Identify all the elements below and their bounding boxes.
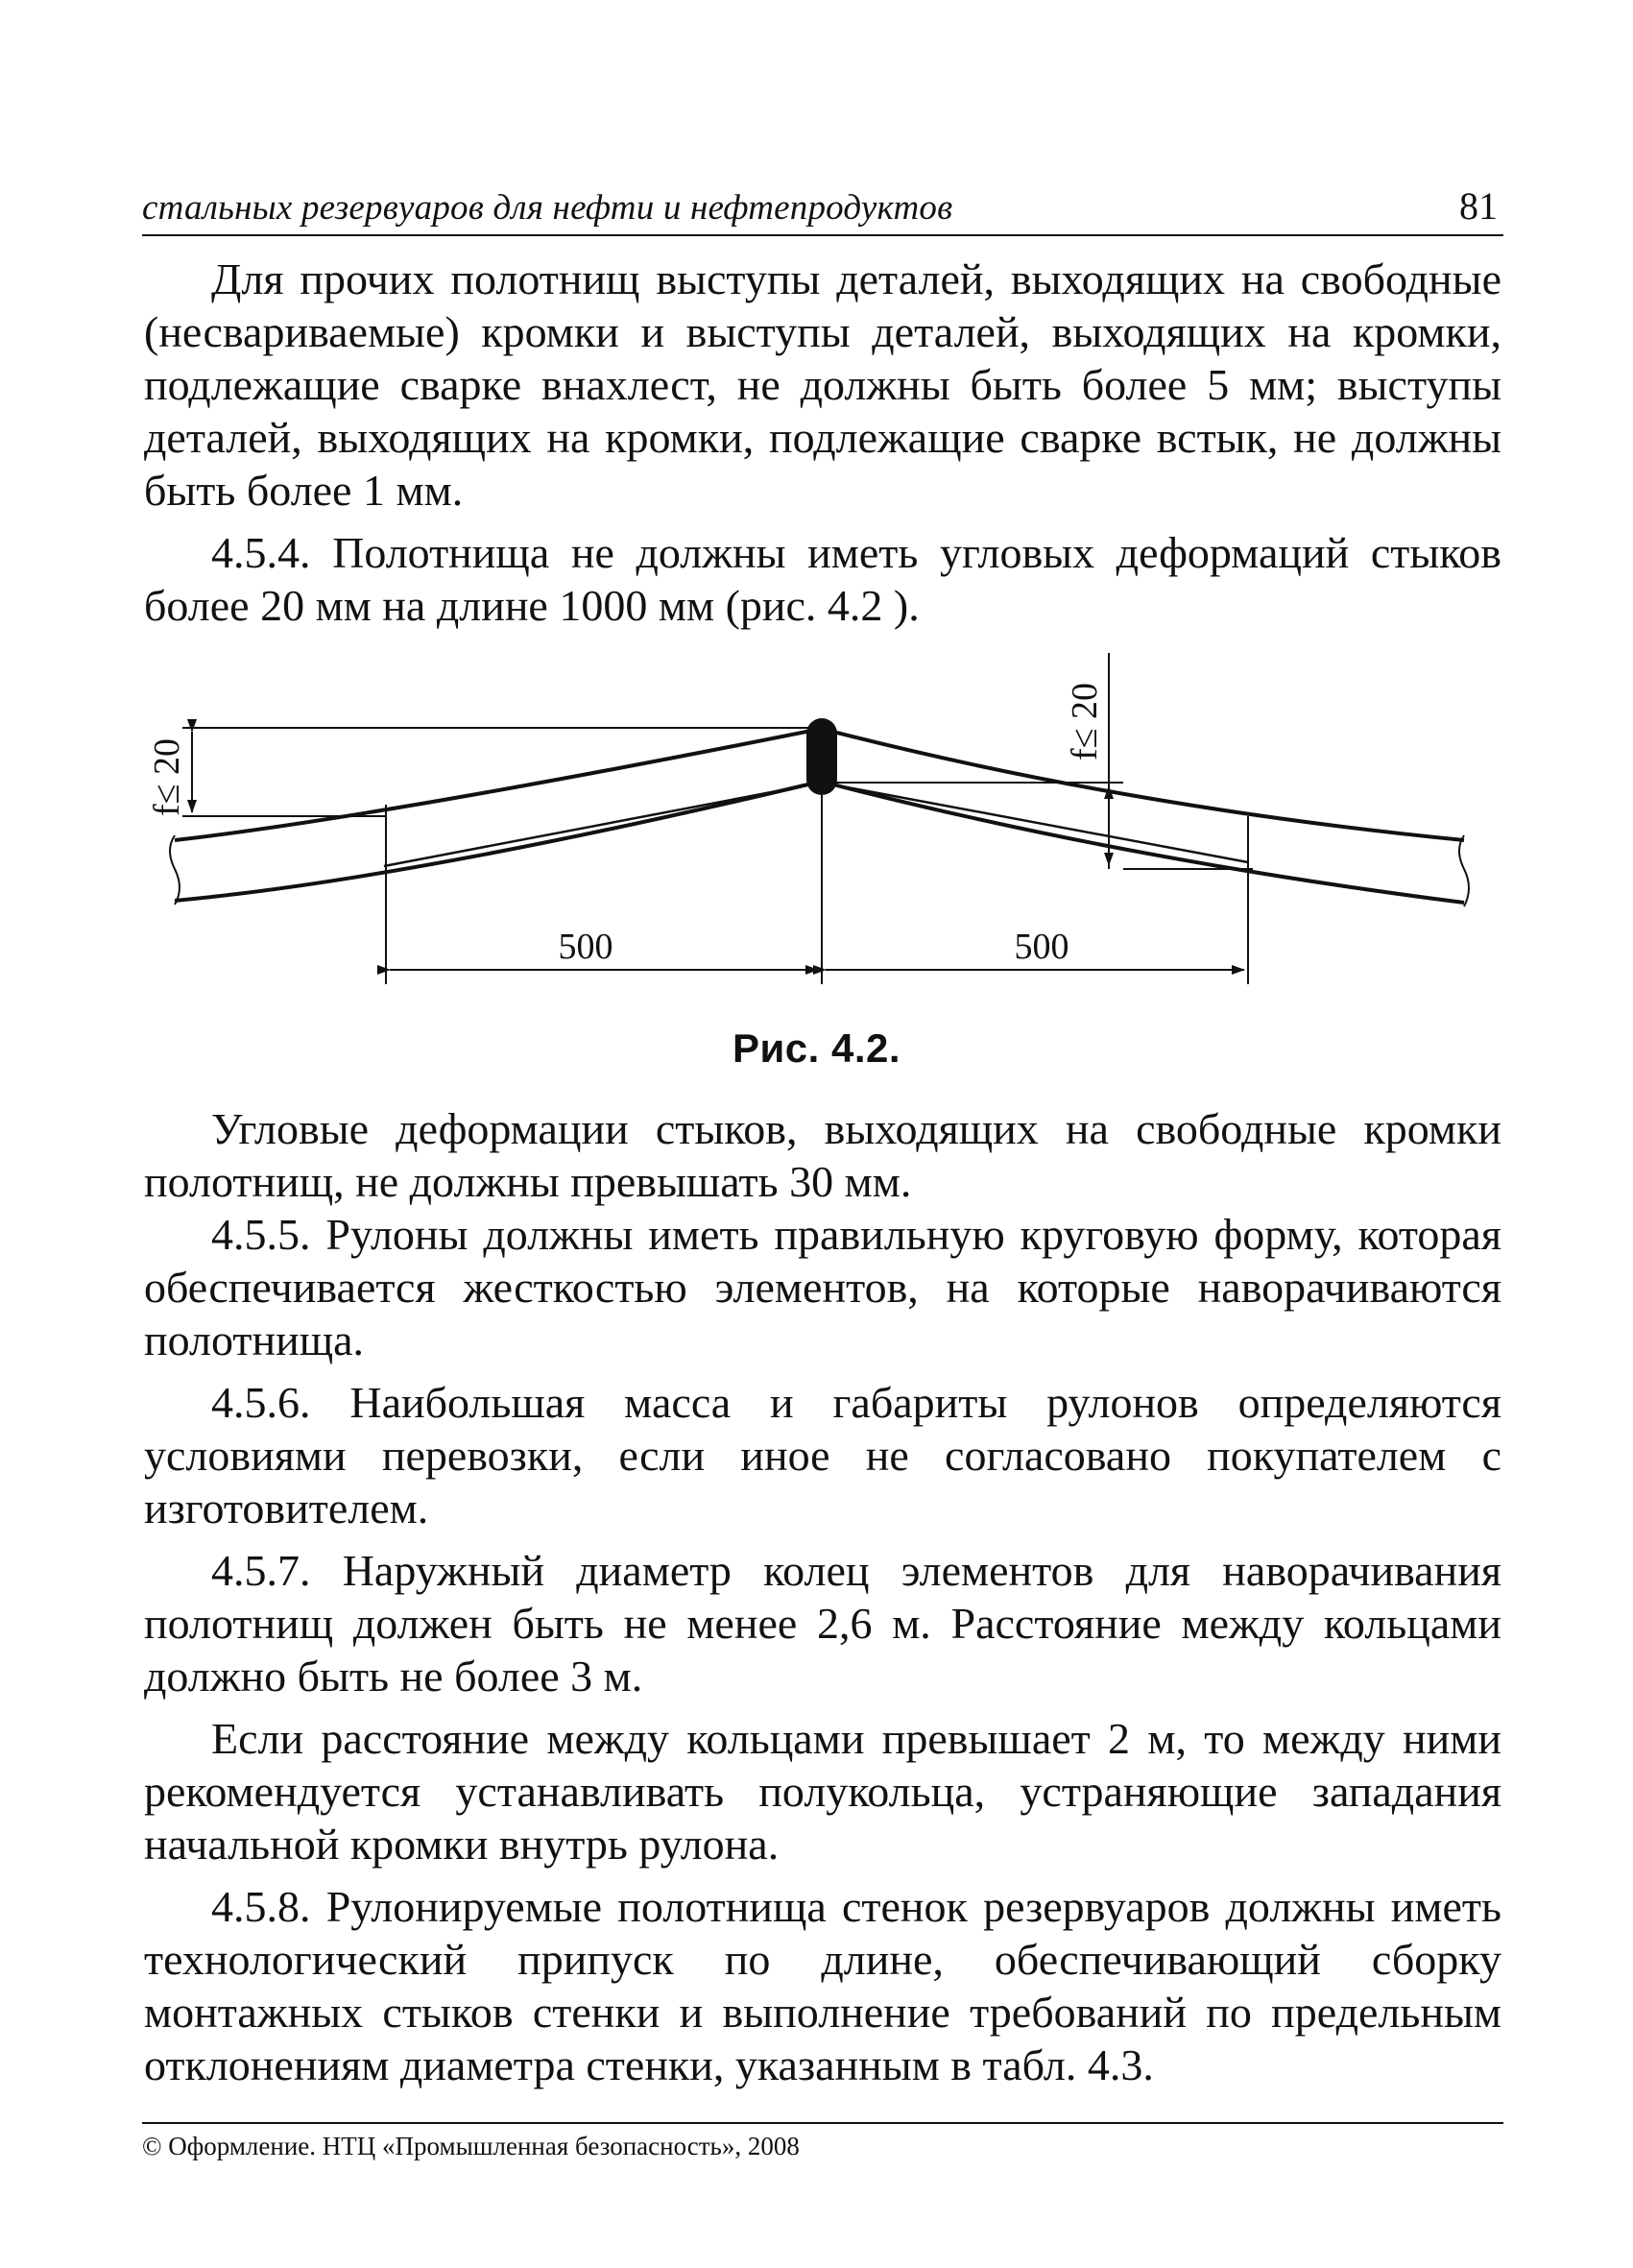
span-label-left: 500 [558, 927, 613, 967]
page-number: 81 [1459, 184, 1498, 228]
paragraph: Угловые деформации стыков, выходящих на свободные кромки полотнищ, не должны превышать 30 мм. [144, 1104, 1501, 1206]
break-line-right [1459, 835, 1469, 906]
figure-caption: Рис. 4.2. [732, 1025, 901, 1071]
reference-line-right [822, 783, 1248, 862]
span-label-right: 500 [1014, 927, 1069, 967]
break-line-left [170, 835, 180, 905]
paragraph: 4.5.5. Рулоны должны иметь правильную круговую форму, которая обеспечивается жесткостью элементов, на которые наворачиваются полотнища. [144, 1210, 1501, 1364]
reference-line-left [384, 783, 822, 866]
f-label-right: f≤ 20 [1065, 682, 1105, 760]
footer-copyright: © Оформление. НТЦ «Промышленная безопасность», 2008 [142, 2122, 1503, 2161]
plate-left-lower-edge [175, 783, 816, 901]
running-title: стальных резервуаров для нефти и нефтепродуктов [142, 188, 953, 228]
weld-deformation-diagram [147, 653, 1488, 999]
text-block-bottom [144, 1102, 1501, 2091]
paragraph: 4.5.8. Рулонируемые полотнища стенок резервуаров должны иметь технологический припуск по длине, обеспечивающий сборку монтажных стыков стенки и выполнение требований по предельным отклонениям диаметра стенки, указанным в табл. 4.3. [144, 1882, 1501, 2089]
plate-right-upper-edge [826, 730, 1464, 840]
f-label-left: f≤ 20 [147, 737, 187, 816]
plate-left-upper-edge [175, 730, 816, 840]
paragraph: 4.5.6. Наибольшая масса и габариты рулонов определяются условиями перевозки, если иное не согласовано покупателем с изготовителем. [144, 1378, 1501, 1532]
paragraph: Если расстояние между кольцами превышает 2 м, то между ними рекомендуется устанавливать полукольца, устраняющие западания начальной кромки внутрь рулона. [144, 1714, 1501, 1869]
paragraph: Для прочих полотнищ выступы деталей, выходящих на свободные (несвариваемые) кромки и выступы деталей, выходящих на кромки, подлежащие сварке внахлест, не должны быть более 5 мм; выступы деталей, выходящих на кромки, подлежащие сварке встык, не должны быть более 1 мм. [144, 254, 1501, 515]
figure-4-2 [147, 653, 1488, 999]
paragraph: 4.5.7. Наружный диаметр колец элементов для наворачивания полотнищ должен быть не менее 2,6 м. Расстояние между кольцами должно быть не более 3 м. [144, 1546, 1501, 1701]
paragraph: 4.5.4. Полотнища не должны иметь угловых деформаций стыков более 20 мм на длине 1000 мм (рис. 4.2 ). [144, 528, 1501, 630]
running-header [142, 184, 1503, 236]
text-block-top [144, 253, 1501, 632]
